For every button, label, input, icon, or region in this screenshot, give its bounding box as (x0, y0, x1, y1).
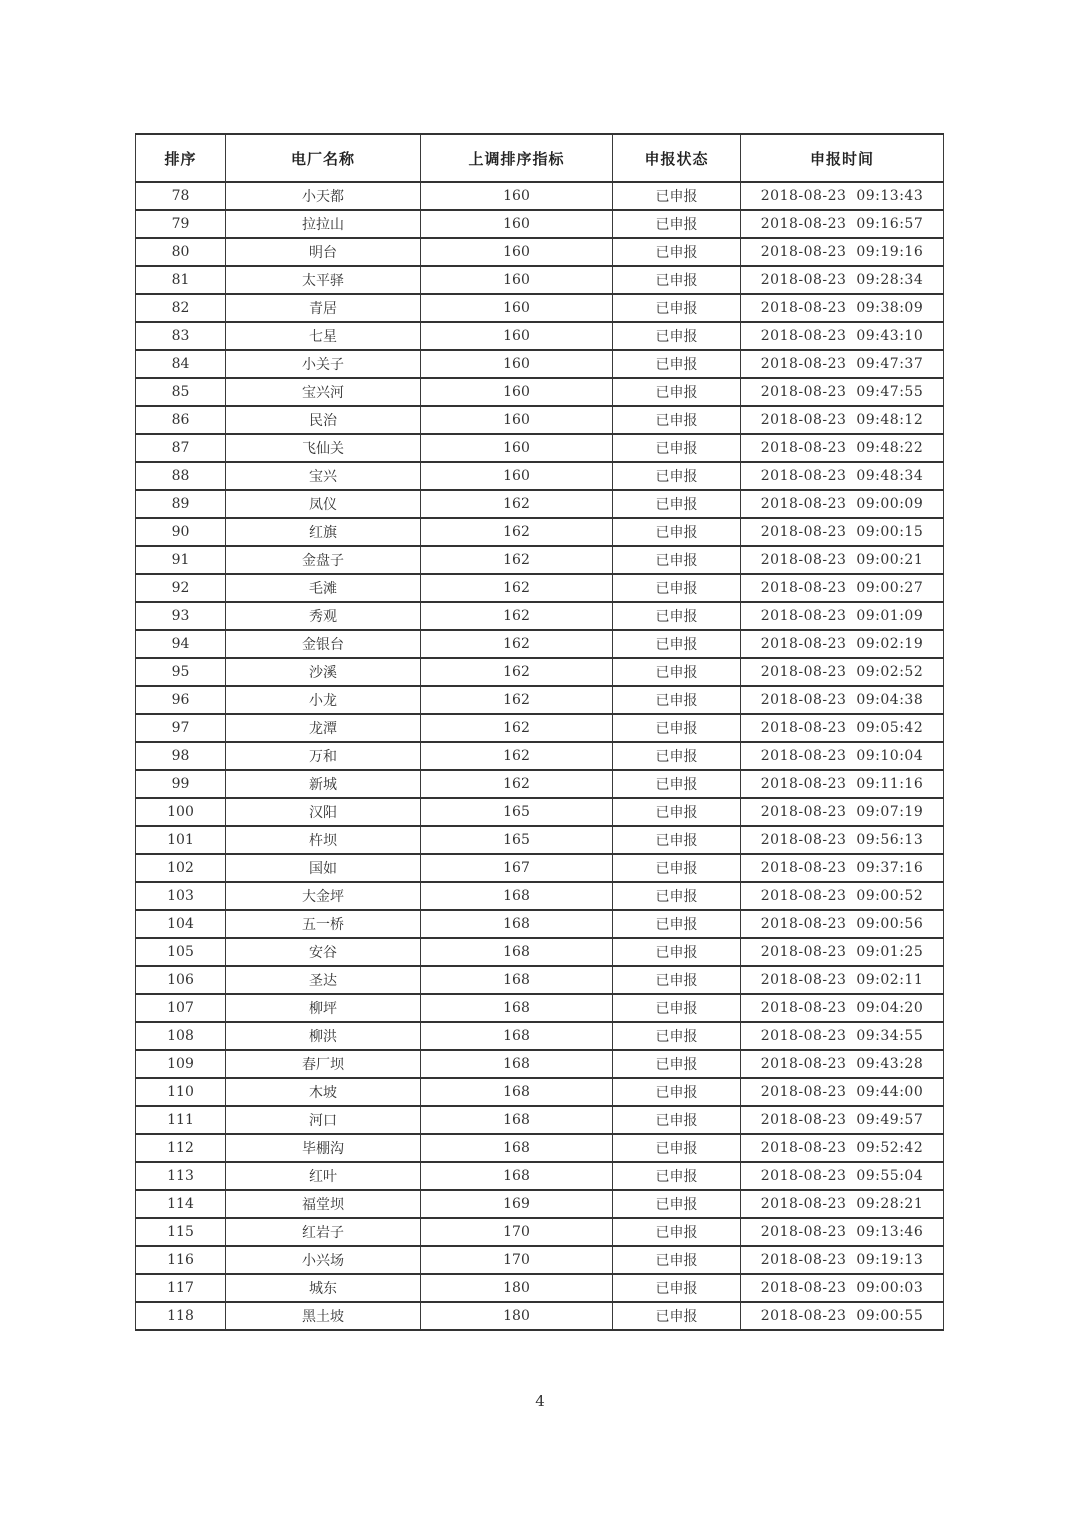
cell-time: 2018-08-23 09:04:38 (741, 686, 944, 714)
cell-name: 汉阳 (226, 798, 421, 826)
cell-indicator: 162 (421, 742, 613, 770)
cell-name: 宝兴河 (226, 378, 421, 406)
table-row (136, 826, 944, 854)
cell-time: 2018-08-23 09:43:28 (741, 1050, 944, 1078)
cell-name: 小天都 (226, 182, 421, 210)
cell-time: 2018-08-23 09:47:55 (741, 378, 944, 406)
cell-time: 2018-08-23 09:00:56 (741, 910, 944, 938)
cell-time: 2018-08-23 09:38:09 (741, 294, 944, 322)
cell-status: 已申报 (613, 1274, 741, 1302)
cell-rank: 98 (136, 742, 226, 770)
cell-indicator: 162 (421, 574, 613, 602)
cell-rank: 94 (136, 630, 226, 658)
cell-rank: 107 (136, 994, 226, 1022)
table-row (136, 658, 944, 686)
cell-indicator: 168 (421, 938, 613, 966)
cell-indicator: 169 (421, 1190, 613, 1218)
cell-status: 已申报 (613, 1218, 741, 1246)
cell-time: 2018-08-23 09:02:11 (741, 966, 944, 994)
cell-indicator: 180 (421, 1274, 613, 1302)
cell-status: 已申报 (613, 1022, 741, 1050)
cell-status: 已申报 (613, 266, 741, 294)
table-row (136, 742, 944, 770)
cell-indicator: 160 (421, 210, 613, 238)
cell-name: 毛滩 (226, 574, 421, 602)
cell-status: 已申报 (613, 938, 741, 966)
cell-name: 金盘子 (226, 546, 421, 574)
cell-rank: 86 (136, 406, 226, 434)
cell-name: 圣达 (226, 966, 421, 994)
cell-time: 2018-08-23 09:00:21 (741, 546, 944, 574)
table-row (136, 938, 944, 966)
cell-time: 2018-08-23 09:48:12 (741, 406, 944, 434)
cell-status: 已申报 (613, 378, 741, 406)
cell-rank: 111 (136, 1106, 226, 1134)
cell-indicator: 168 (421, 1134, 613, 1162)
cell-rank: 99 (136, 770, 226, 798)
table-row (136, 910, 944, 938)
cell-indicator: 160 (421, 322, 613, 350)
cell-indicator: 168 (421, 1050, 613, 1078)
cell-name: 杵坝 (226, 826, 421, 854)
cell-status: 已申报 (613, 686, 741, 714)
col-header-name: 电厂名称 (226, 134, 421, 182)
cell-status: 已申报 (613, 994, 741, 1022)
cell-name: 河口 (226, 1106, 421, 1134)
cell-status: 已申报 (613, 434, 741, 462)
cell-rank: 100 (136, 798, 226, 826)
cell-indicator: 168 (421, 994, 613, 1022)
table-row (136, 294, 944, 322)
cell-rank: 103 (136, 882, 226, 910)
cell-rank: 79 (136, 210, 226, 238)
cell-rank: 115 (136, 1218, 226, 1246)
cell-indicator: 162 (421, 770, 613, 798)
cell-status: 已申报 (613, 182, 741, 210)
table-header-row (136, 134, 944, 182)
cell-name: 红岩子 (226, 1218, 421, 1246)
cell-status: 已申报 (613, 854, 741, 882)
table-row (136, 462, 944, 490)
table-row (136, 1134, 944, 1162)
cell-indicator: 162 (421, 658, 613, 686)
cell-status: 已申报 (613, 826, 741, 854)
cell-indicator: 168 (421, 1022, 613, 1050)
cell-time: 2018-08-23 09:05:42 (741, 714, 944, 742)
cell-name: 黑土坡 (226, 1302, 421, 1330)
cell-name: 小龙 (226, 686, 421, 714)
cell-name: 太平驿 (226, 266, 421, 294)
cell-rank: 106 (136, 966, 226, 994)
table-row (136, 1050, 944, 1078)
cell-status: 已申报 (613, 910, 741, 938)
cell-name: 春厂坝 (226, 1050, 421, 1078)
cell-name: 小关子 (226, 350, 421, 378)
cell-rank: 97 (136, 714, 226, 742)
cell-time: 2018-08-23 09:56:13 (741, 826, 944, 854)
cell-rank: 109 (136, 1050, 226, 1078)
cell-status: 已申报 (613, 574, 741, 602)
cell-indicator: 167 (421, 854, 613, 882)
cell-indicator: 168 (421, 966, 613, 994)
cell-name: 小兴场 (226, 1246, 421, 1274)
cell-rank: 112 (136, 1134, 226, 1162)
cell-rank: 118 (136, 1302, 226, 1330)
cell-name: 秀观 (226, 602, 421, 630)
cell-time: 2018-08-23 09:13:43 (741, 182, 944, 210)
table-row (136, 1078, 944, 1106)
cell-status: 已申报 (613, 1050, 741, 1078)
table-body (136, 182, 944, 1330)
table-row (136, 546, 944, 574)
cell-time: 2018-08-23 09:02:52 (741, 658, 944, 686)
table-row (136, 490, 944, 518)
col-header-time: 申报时间 (741, 134, 944, 182)
cell-time: 2018-08-23 09:00:15 (741, 518, 944, 546)
cell-indicator: 160 (421, 350, 613, 378)
cell-rank: 83 (136, 322, 226, 350)
cell-time: 2018-08-23 09:00:55 (741, 1302, 944, 1330)
cell-name: 金银台 (226, 630, 421, 658)
cell-time: 2018-08-23 09:34:55 (741, 1022, 944, 1050)
cell-indicator: 160 (421, 266, 613, 294)
cell-name: 龙潭 (226, 714, 421, 742)
cell-indicator: 160 (421, 182, 613, 210)
cell-name: 拉拉山 (226, 210, 421, 238)
cell-indicator: 160 (421, 238, 613, 266)
cell-time: 2018-08-23 09:48:34 (741, 462, 944, 490)
cell-rank: 104 (136, 910, 226, 938)
cell-name: 新城 (226, 770, 421, 798)
cell-rank: 114 (136, 1190, 226, 1218)
cell-time: 2018-08-23 09:28:34 (741, 266, 944, 294)
cell-status: 已申报 (613, 1106, 741, 1134)
cell-indicator: 162 (421, 518, 613, 546)
cell-time: 2018-08-23 09:10:04 (741, 742, 944, 770)
cell-indicator: 160 (421, 378, 613, 406)
cell-indicator: 168 (421, 1106, 613, 1134)
cell-indicator: 165 (421, 798, 613, 826)
cell-time: 2018-08-23 09:19:13 (741, 1246, 944, 1274)
cell-rank: 81 (136, 266, 226, 294)
table-row (136, 406, 944, 434)
cell-status: 已申报 (613, 658, 741, 686)
cell-status: 已申报 (613, 798, 741, 826)
cell-status: 已申报 (613, 350, 741, 378)
cell-name: 大金坪 (226, 882, 421, 910)
cell-time: 2018-08-23 09:13:46 (741, 1218, 944, 1246)
cell-status: 已申报 (613, 406, 741, 434)
table-row (136, 210, 944, 238)
cell-indicator: 170 (421, 1246, 613, 1274)
cell-time: 2018-08-23 09:04:20 (741, 994, 944, 1022)
cell-name: 七星 (226, 322, 421, 350)
cell-status: 已申报 (613, 1134, 741, 1162)
table-row (136, 714, 944, 742)
cell-indicator: 170 (421, 1218, 613, 1246)
cell-name: 福堂坝 (226, 1190, 421, 1218)
table-header (136, 134, 944, 182)
cell-indicator: 162 (421, 630, 613, 658)
table-row (136, 322, 944, 350)
cell-indicator: 165 (421, 826, 613, 854)
cell-rank: 95 (136, 658, 226, 686)
cell-name: 五一桥 (226, 910, 421, 938)
col-header-rank: 排序 (136, 134, 226, 182)
cell-rank: 102 (136, 854, 226, 882)
declaration-table (135, 133, 944, 1331)
cell-name: 沙溪 (226, 658, 421, 686)
cell-time: 2018-08-23 09:01:09 (741, 602, 944, 630)
cell-rank: 113 (136, 1162, 226, 1190)
cell-time: 2018-08-23 09:16:57 (741, 210, 944, 238)
table-row (136, 1190, 944, 1218)
cell-status: 已申报 (613, 210, 741, 238)
table-row (136, 1246, 944, 1274)
cell-name: 明台 (226, 238, 421, 266)
cell-indicator: 160 (421, 434, 613, 462)
cell-time: 2018-08-23 09:11:16 (741, 770, 944, 798)
cell-name: 毕棚沟 (226, 1134, 421, 1162)
cell-time: 2018-08-23 09:01:25 (741, 938, 944, 966)
table-row (136, 378, 944, 406)
cell-name: 宝兴 (226, 462, 421, 490)
cell-name: 柳洪 (226, 1022, 421, 1050)
cell-name: 青居 (226, 294, 421, 322)
cell-time: 2018-08-23 09:37:16 (741, 854, 944, 882)
cell-rank: 87 (136, 434, 226, 462)
cell-name: 万和 (226, 742, 421, 770)
cell-rank: 105 (136, 938, 226, 966)
cell-rank: 85 (136, 378, 226, 406)
cell-time: 2018-08-23 09:00:52 (741, 882, 944, 910)
table-row (136, 1106, 944, 1134)
cell-status: 已申报 (613, 322, 741, 350)
cell-time: 2018-08-23 09:00:27 (741, 574, 944, 602)
cell-rank: 80 (136, 238, 226, 266)
cell-rank: 84 (136, 350, 226, 378)
cell-rank: 96 (136, 686, 226, 714)
cell-name: 柳坪 (226, 994, 421, 1022)
cell-status: 已申报 (613, 770, 741, 798)
cell-status: 已申报 (613, 462, 741, 490)
cell-status: 已申报 (613, 1246, 741, 1274)
cell-time: 2018-08-23 09:00:03 (741, 1274, 944, 1302)
table-row (136, 434, 944, 462)
cell-time: 2018-08-23 09:52:42 (741, 1134, 944, 1162)
cell-rank: 78 (136, 182, 226, 210)
cell-indicator: 162 (421, 714, 613, 742)
cell-time: 2018-08-23 09:43:10 (741, 322, 944, 350)
cell-rank: 110 (136, 1078, 226, 1106)
table-row (136, 1274, 944, 1302)
col-header-status: 申报状态 (613, 134, 741, 182)
table-row (136, 966, 944, 994)
table-row (136, 994, 944, 1022)
cell-indicator: 160 (421, 294, 613, 322)
cell-status: 已申报 (613, 1078, 741, 1106)
table-row (136, 602, 944, 630)
cell-time: 2018-08-23 09:07:19 (741, 798, 944, 826)
cell-name: 安谷 (226, 938, 421, 966)
cell-name: 飞仙关 (226, 434, 421, 462)
table-row (136, 1218, 944, 1246)
cell-rank: 117 (136, 1274, 226, 1302)
table-row (136, 798, 944, 826)
cell-indicator: 162 (421, 686, 613, 714)
cell-indicator: 168 (421, 1078, 613, 1106)
table-row (136, 518, 944, 546)
cell-indicator: 162 (421, 602, 613, 630)
cell-indicator: 180 (421, 1302, 613, 1330)
cell-rank: 90 (136, 518, 226, 546)
table-row (136, 686, 944, 714)
cell-time: 2018-08-23 09:19:16 (741, 238, 944, 266)
cell-time: 2018-08-23 09:02:19 (741, 630, 944, 658)
cell-status: 已申报 (613, 882, 741, 910)
cell-indicator: 160 (421, 406, 613, 434)
cell-rank: 101 (136, 826, 226, 854)
cell-status: 已申报 (613, 546, 741, 574)
cell-status: 已申报 (613, 1162, 741, 1190)
cell-time: 2018-08-23 09:44:00 (741, 1078, 944, 1106)
cell-name: 木坡 (226, 1078, 421, 1106)
cell-indicator: 162 (421, 490, 613, 518)
cell-indicator: 162 (421, 546, 613, 574)
table-row (136, 882, 944, 910)
table-row (136, 574, 944, 602)
cell-status: 已申报 (613, 518, 741, 546)
cell-rank: 89 (136, 490, 226, 518)
cell-time: 2018-08-23 09:49:57 (741, 1106, 944, 1134)
cell-indicator: 160 (421, 462, 613, 490)
cell-status: 已申报 (613, 602, 741, 630)
table-row (136, 630, 944, 658)
table-row (136, 350, 944, 378)
cell-status: 已申报 (613, 742, 741, 770)
cell-status: 已申报 (613, 966, 741, 994)
cell-indicator: 168 (421, 1162, 613, 1190)
cell-rank: 116 (136, 1246, 226, 1274)
table-row (136, 266, 944, 294)
table-row (136, 238, 944, 266)
cell-status: 已申报 (613, 630, 741, 658)
cell-time: 2018-08-23 09:47:37 (741, 350, 944, 378)
cell-status: 已申报 (613, 294, 741, 322)
cell-status: 已申报 (613, 1302, 741, 1330)
cell-name: 国如 (226, 854, 421, 882)
cell-rank: 88 (136, 462, 226, 490)
table-row (136, 182, 944, 210)
cell-time: 2018-08-23 09:55:04 (741, 1162, 944, 1190)
cell-rank: 108 (136, 1022, 226, 1050)
cell-name: 城东 (226, 1274, 421, 1302)
cell-rank: 82 (136, 294, 226, 322)
col-header-indicator: 上调排序指标 (421, 134, 613, 182)
table-row (136, 1022, 944, 1050)
cell-rank: 93 (136, 602, 226, 630)
cell-status: 已申报 (613, 1190, 741, 1218)
cell-time: 2018-08-23 09:00:09 (741, 490, 944, 518)
cell-time: 2018-08-23 09:48:22 (741, 434, 944, 462)
table-row (136, 854, 944, 882)
table-row (136, 770, 944, 798)
cell-name: 民治 (226, 406, 421, 434)
cell-rank: 92 (136, 574, 226, 602)
table-row (136, 1162, 944, 1190)
cell-status: 已申报 (613, 238, 741, 266)
cell-indicator: 168 (421, 910, 613, 938)
cell-name: 红旗 (226, 518, 421, 546)
cell-status: 已申报 (613, 490, 741, 518)
cell-name: 红叶 (226, 1162, 421, 1190)
cell-name: 凤仪 (226, 490, 421, 518)
cell-indicator: 168 (421, 882, 613, 910)
cell-rank: 91 (136, 546, 226, 574)
table-row (136, 1302, 944, 1330)
cell-status: 已申报 (613, 714, 741, 742)
cell-time: 2018-08-23 09:28:21 (741, 1190, 944, 1218)
page-number: 4 (535, 1392, 545, 1410)
